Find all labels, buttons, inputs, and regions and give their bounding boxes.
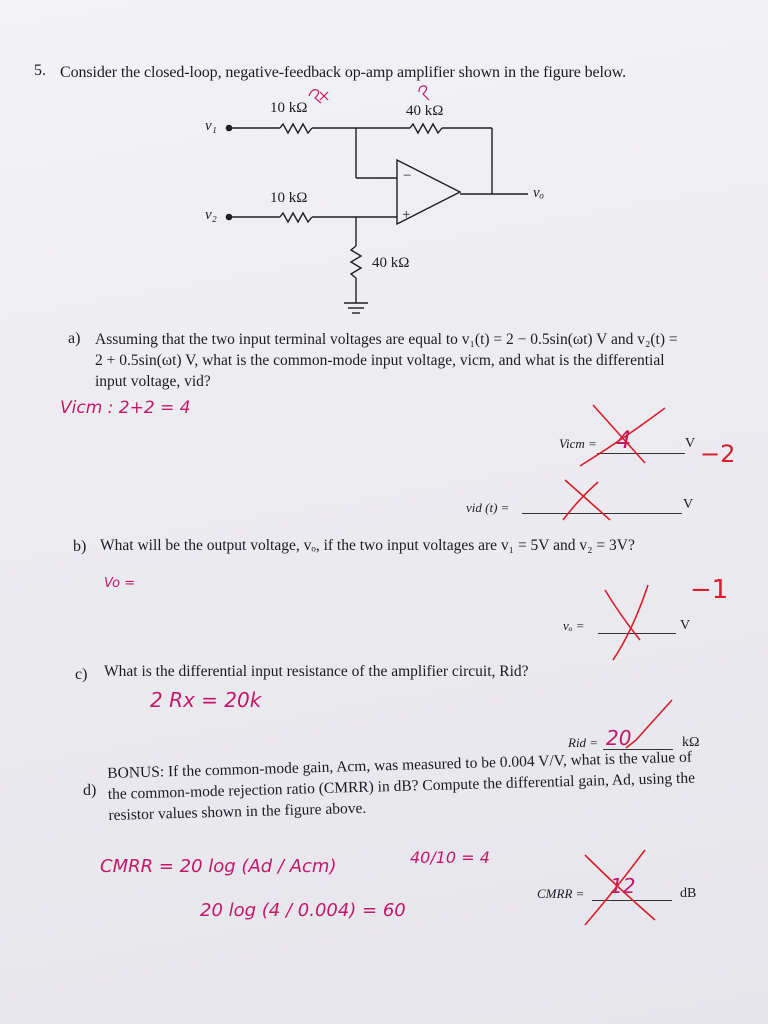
r4-label: 40 kΩ — [372, 255, 410, 271]
vo-unit: V — [680, 618, 691, 633]
vicm-label: Vicm = — [559, 436, 597, 451]
part-c-letter: c) — [75, 666, 88, 683]
part-d-letter: d) — [83, 782, 97, 799]
cmrr-label: CMRR = — [537, 886, 585, 901]
part-c-text: What is the differential input resistance of the amplifier circuit, Rid? — [104, 663, 529, 680]
vid-label: vid (t) = — [466, 500, 510, 515]
part-a-work: Vicm : 2+2 = 4 — [60, 398, 191, 418]
part-b-text: What will be the output voltage, vₒ, if the two input voltages are v₁ = 5V and v₂ = 3V? — [100, 537, 635, 554]
check-mark-icon — [626, 700, 672, 748]
vicm-answer: 4 — [616, 426, 632, 454]
part-d-text: BONUS: If the common-mode gain, Acm, was measured to be 0.004 V/V, what is the value of the common-mode rejection ratio (CMRR) in dB? Compute the differential gain, Ad, using the resistor values shown in the figure above. — [107, 748, 696, 824]
vo-grade: −1 — [690, 575, 729, 605]
r3-label: 10 kΩ — [270, 190, 308, 206]
r2-label: 40 kΩ — [406, 103, 444, 119]
cross-mark-icon — [593, 405, 645, 463]
vicm-unit: V — [685, 436, 696, 451]
vo-answer-label: vₒ = — [563, 618, 585, 633]
r1-label: 10 kΩ — [270, 100, 308, 116]
part-b-letter: b) — [73, 538, 87, 555]
cross-mark-icon — [605, 590, 640, 640]
op-amp-plus: + — [402, 207, 411, 223]
part-a-text: Assuming that the two input terminal voltages are equal to v₁(t) = 2 − 0.5sin(ωt) V and v₂(t) = 2 + 0.5sin(ωt) V, what is the common-mode input voltage, vicm, and what is the differential input voltage, vid? — [95, 331, 678, 390]
part-d-work-ratio: 40/10 = 4 — [410, 848, 490, 867]
v1-label: v₁ — [205, 118, 217, 134]
part-c-work: 2 Rx = 20k — [150, 688, 262, 712]
v2-label: v₂ — [205, 207, 217, 223]
rid-label: Rid = — [568, 735, 599, 750]
part-b-work: Vo = — [104, 576, 136, 591]
part-d-work-line2: 20 log (4 / 0.004) = 60 — [200, 900, 406, 921]
cross-mark-icon — [585, 855, 655, 920]
rid-unit: kΩ — [682, 735, 700, 750]
op-amp-minus: − — [403, 168, 412, 184]
vid-unit: V — [683, 497, 694, 512]
cmrr-unit: dB — [680, 886, 697, 901]
rid-answer: 20 — [606, 726, 632, 750]
part-a-letter: a) — [68, 330, 81, 347]
cmrr-answer: 12 — [610, 874, 636, 898]
vo-label: vₒ — [533, 185, 544, 201]
part-d-work-line1: CMRR = 20 log (Ad / Acm) — [100, 856, 337, 877]
cross-mark-icon — [565, 480, 610, 520]
question-number: 5. — [34, 62, 46, 79]
question-prompt: Consider the closed-loop, negative-feedback op-amp amplifier shown in the figure below. — [60, 64, 627, 81]
vicm-grade: −2 — [700, 440, 736, 468]
